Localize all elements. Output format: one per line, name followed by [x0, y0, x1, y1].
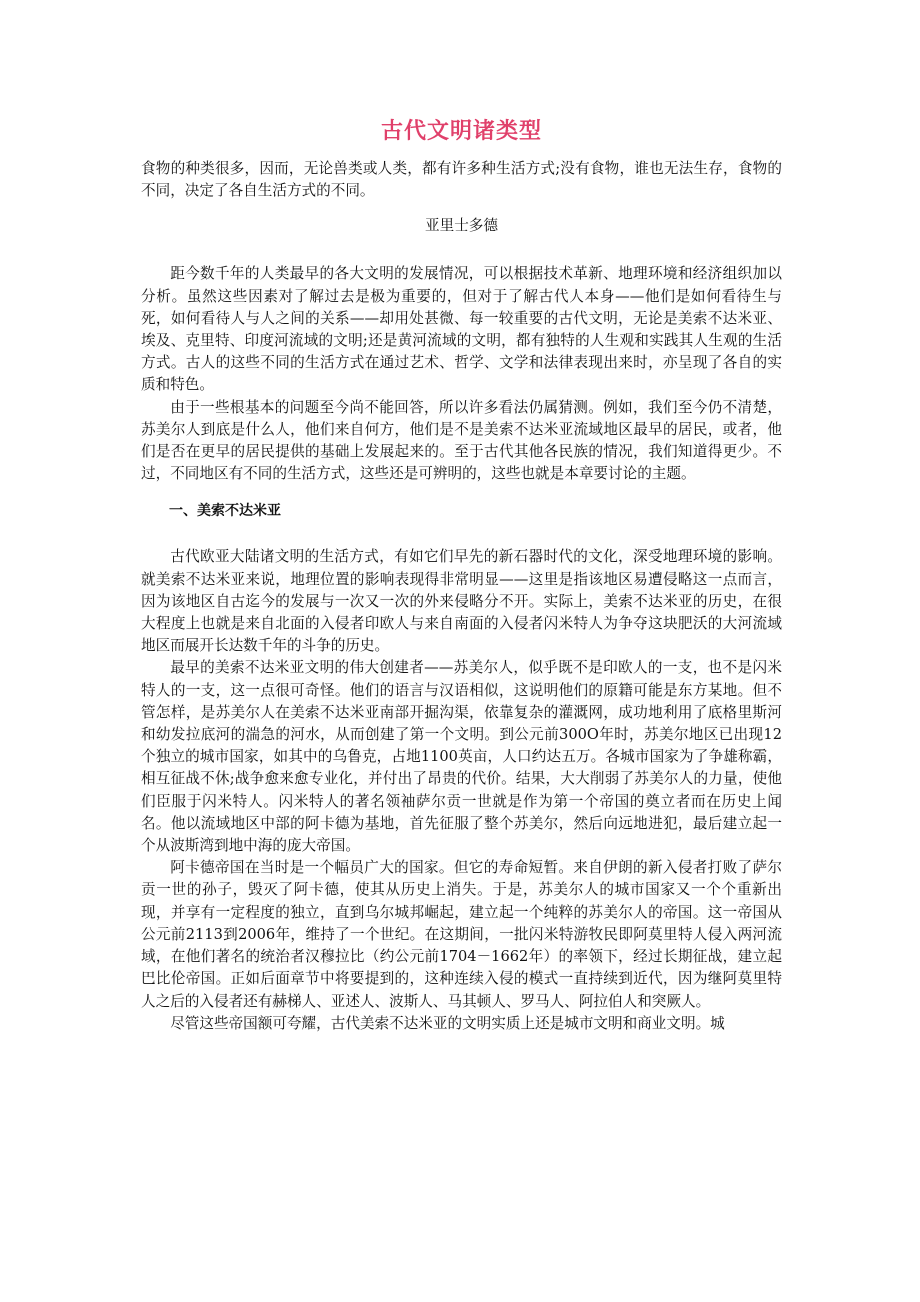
epigraph-text: 食物的种类很多，因而，无论兽类或人类，都有许多种生活方式;没有食物，谁也无法生存，食物的不同，决定了各自生活方式的不同。 — [141, 160, 782, 200]
section-paragraph-4: 尽管这些帝国额可夸耀，古代美索不达米亚的文明实质上还是城市文明和商业文明。城 — [170, 1014, 725, 1032]
spacer — [141, 237, 782, 263]
section-heading: 一、美索不达米亚 — [169, 503, 281, 520]
section-paragraph-1: 古代欧亚大陆诸文明的生活方式，有如它们早先的新石器时代的文化，深受地理环境的影响。就美索不达米亚来说，地理位置的影响表现得非常明显——这里是指该地区易遭侵略这一点而言，因为该地区自古迄今的发展与一次又一次的外来侵略分不开。实际上，美索不达米亚的历史，在很大程度上也就是来自北面的入侵者印欧人与来自南面的入侵者闪米特人为争夺这块肥沃的大河流域地区而展开长达数千年的斗争的历史。 — [141, 548, 782, 655]
intro-paragraph-2: 由于一些根基本的问题至今尚不能回答，所以许多看法仍属猜测。例如，我们至今仍不清楚，苏美尔人到底是什么人，他们来自何方，他们是不是美索不达米亚流域地区最早的居民，或者，他们是否在更早的居民提供的基础上发展起来的。至于古代其他各民族的情况，我们知道得更少。不过，不同地区有不同的生活方式，这些还是可辨明的，这些也就是本章要讨论的主题。 — [141, 398, 782, 483]
document-page — [141, 112, 782, 1035]
page-title: 古代文明诸类型 — [380, 119, 542, 144]
section-paragraph-3: 阿卡德帝国在当时是一个幅员广大的国家。但它的寿命短暂。来自伊朗的新入侵者打败了萨尔贡一世的孙子，毁灭了阿卡德，使其从历史上消失。于是，苏美尔人的城市国家又一个个重新出现，并享有一定程度的独立，直到乌尔城邦崛起，建立起一个纯粹的苏美尔人的帝国。这一帝国从公元前2113到2006年，维持了一个世纪。在这期间，一批闪米特游牧民即阿莫里特人侵入两河流域，在他们著名的统治者汉穆拉比（约公元前1704－1662年）的率领下，经过长期征战，建立起巴比伦帝国。正如后面章节中将要提到的，这种连续入侵的模式一直持续到近代，因为继阿莫里特人之后的入侵者还有赫梯人、亚述人、波斯人、马其顿人、罗马人、阿拉伯人和突厥人。 — [141, 859, 782, 1010]
spacer — [141, 522, 782, 546]
section-paragraph-2: 最早的美索不达米亚文明的伟大创建者——苏美尔人，似乎既不是印欧人的一支，也不是闪米特人的一支，这一点很可奇怪。他们的语言与汉语相似，这说明他们的原籍可能是东方某地。但不管怎样，是苏美尔人在美索不达米亚南部开掘沟渠，依靠复杂的灌溉网，成功地利用了底格里斯河和幼发拉底河的湍急的河水，从而创建了第一个文明。到公元前300O年时，苏美尔地区已出现12个独立的城市国家，如其中的乌鲁克，占地1100英亩，人口约达五万。各城市国家为了争雄称霸，相互征战不休;战争愈来愈专业化，并付出了昂贵的代价。结果，大大削弱了苏美尔人的力量，使他们臣服于闪米特人。闪米特人的著名领袖萨尔贡一世就是作为第一个帝国的奠立者而在历史上闻名。他以流域地区中部的阿卡德为基地，首先征服了整个苏美尔，然后向远地进犯，最后建立起一个从波斯湾到地中海的庞大帝国。 — [141, 659, 782, 855]
intro-paragraph-1: 距今数千年的人类最早的各大文明的发展情况，可以根据技术革新、地理环境和经济组织加以分析。虽然这些因素对了解过去是极为重要的，但对于了解古代人本身——他们是如何看待生与死，如何看待人与人之间的关系——却用处甚微、每一较重要的古代文明，无论是美索不达米亚、埃及、克里特、印度河流域的文明;还是黄河流域的文明，都有独特的人生观和实践其人生观的生活方式。古人的这些不同的生活方式在通过艺术、哲学、文学和法律表现出来时，亦呈现了各自的实质和特色。 — [141, 265, 782, 394]
epigraph-author: 亚里士多德 — [425, 217, 498, 235]
